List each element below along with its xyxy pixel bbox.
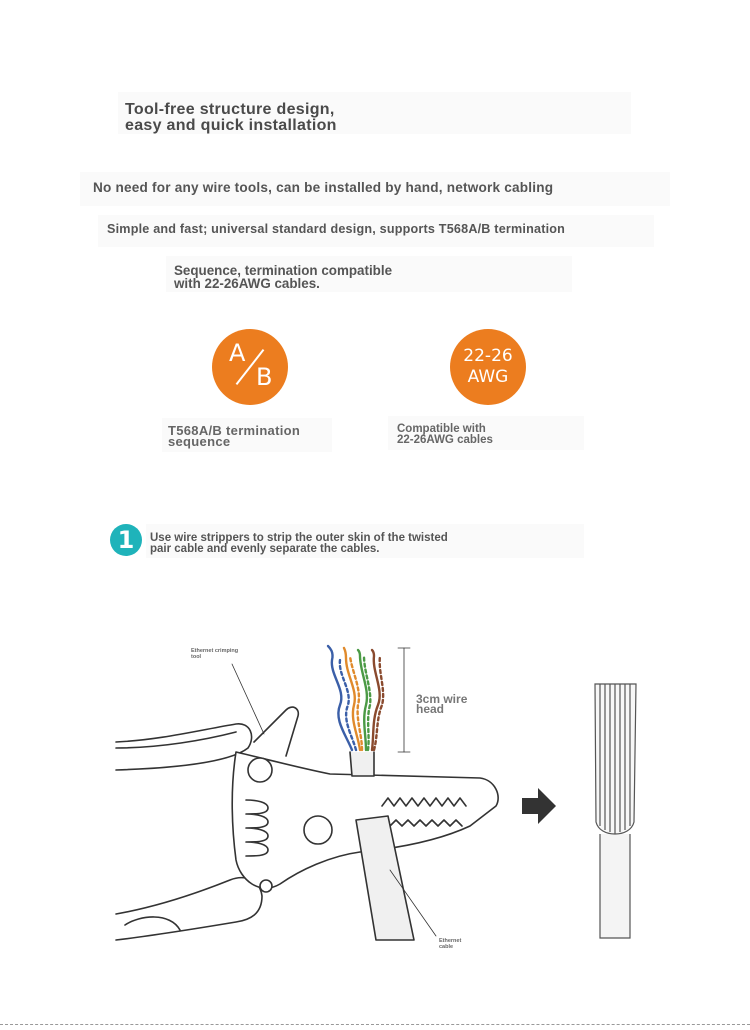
tool-label: Ethernet crimping tool xyxy=(191,648,239,660)
result-cable xyxy=(600,834,630,938)
step-number-badge: 1 xyxy=(110,524,142,556)
tool-lower-handle xyxy=(116,878,262,940)
awg-range: 22-26 xyxy=(463,346,513,366)
badge-caption-termination: T568A/B termination sequence xyxy=(168,423,301,449)
ab-letter-b: B xyxy=(256,363,273,391)
badge-caption-awg: Compatible with 22-26AWG cables xyxy=(397,423,493,446)
wire-length-label: 3cm wire head xyxy=(416,692,468,716)
stripping-illustration xyxy=(0,630,750,960)
awg-gauge-icon xyxy=(450,329,526,405)
awg-unit: AWG xyxy=(467,367,509,387)
feature-text-1: No need for any wire tools, can be installed by hand, network cabling xyxy=(93,180,554,195)
ab-termination-icon xyxy=(212,329,288,405)
page-title: Tool-free structure design, easy and quick installation xyxy=(125,101,337,134)
feature-text-3: Sequence, termination compatible with 22-26AWG cables. xyxy=(174,263,393,291)
cable-label: Ethernet cable xyxy=(439,938,462,950)
bottom-divider xyxy=(0,1024,750,1025)
right-arrow-icon xyxy=(522,788,556,824)
ab-letter-a: A xyxy=(229,339,246,367)
step-instruction: Use wire strippers to strip the outer skin of the twisted pair cable and evenly separate the cables. xyxy=(150,532,448,555)
cable-top xyxy=(350,752,374,776)
feature-text-2: Simple and fast; universal standard design, supports T568A/B termination xyxy=(107,222,566,236)
